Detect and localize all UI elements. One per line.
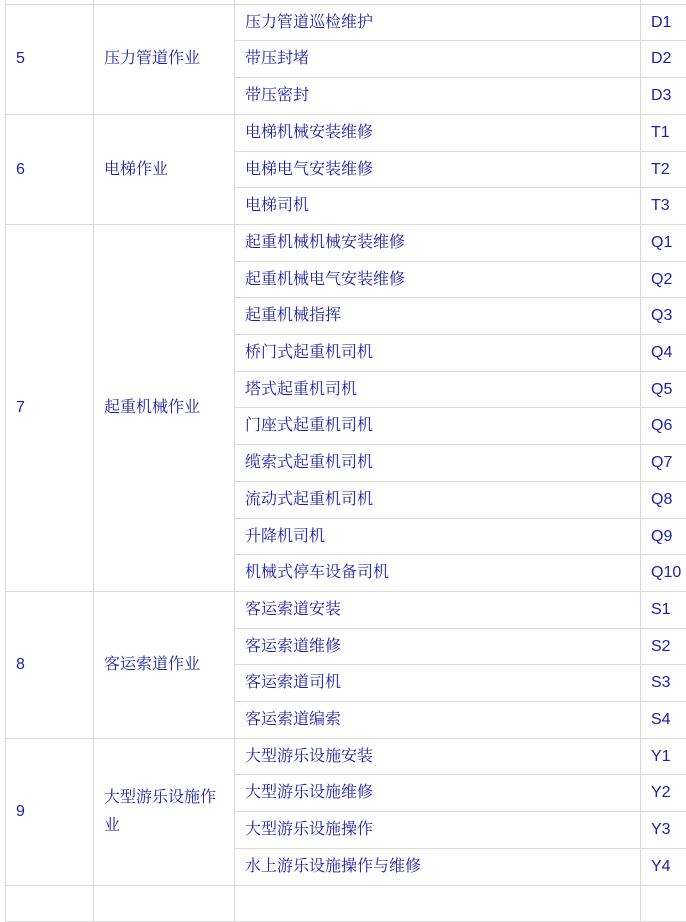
item-code-cell: D3: [641, 78, 686, 115]
item-name-cell: 大型游乐设施安装: [235, 738, 641, 775]
item-name-cell: 桥门式起重机司机: [235, 335, 641, 372]
item-name-cell: 客运索道维修: [235, 628, 641, 665]
special-equipment-operations-table: [5, 0, 686, 922]
item-code-cell: Y4: [641, 848, 686, 885]
item-code-cell: D1: [641, 4, 686, 41]
item-name-cell: 压力管道巡检维护: [235, 4, 641, 41]
item-code-cell: S1: [641, 591, 686, 628]
item-code-cell: S3: [641, 665, 686, 702]
section-category-cell: 起重机械作业: [94, 224, 235, 591]
section-number-cell: 8: [6, 591, 94, 738]
item-code-cell: Q5: [641, 371, 686, 408]
item-code-cell: Y1: [641, 738, 686, 775]
section-number-cell: 7: [6, 224, 94, 591]
item-code-cell: Q2: [641, 261, 686, 298]
item-code-cell: Q9: [641, 518, 686, 555]
item-code-cell: Q4: [641, 335, 686, 372]
table-row: [6, 224, 686, 261]
clipped-row-bottom: [6, 885, 686, 922]
item-code-cell: Q3: [641, 298, 686, 335]
table-row: [6, 738, 686, 775]
item-name-cell: 客运索道编索: [235, 702, 641, 739]
section-category-cell: 压力管道作业: [94, 4, 235, 114]
table-row: [6, 4, 686, 41]
table-row: [6, 591, 686, 628]
item-name-cell: 电梯司机: [235, 188, 641, 225]
item-name-cell: 水上游乐设施操作与维修: [235, 848, 641, 885]
item-name-cell: 带压封堵: [235, 41, 641, 78]
item-code-cell: T1: [641, 114, 686, 151]
clipped-cell: [641, 885, 686, 922]
section-number-cell: 6: [6, 114, 94, 224]
item-name-cell: 缆索式起重机司机: [235, 445, 641, 482]
item-name-cell: 带压密封: [235, 78, 641, 115]
section-category-cell: 大型游乐设施作业: [94, 738, 235, 885]
section-category-cell: 客运索道作业: [94, 591, 235, 738]
item-code-cell: Q7: [641, 445, 686, 482]
item-name-cell: 电梯机械安装维修: [235, 114, 641, 151]
section-category-cell: 电梯作业: [94, 114, 235, 224]
item-code-cell: Y2: [641, 775, 686, 812]
item-code-cell: Q8: [641, 481, 686, 518]
item-code-cell: Q10: [641, 555, 686, 592]
item-name-cell: 大型游乐设施操作: [235, 812, 641, 849]
item-name-cell: 流动式起重机司机: [235, 481, 641, 518]
item-name-cell: 机械式停车设备司机: [235, 555, 641, 592]
item-code-cell: S4: [641, 702, 686, 739]
certification-table-wrapper: [5, 0, 682, 922]
item-name-cell: 塔式起重机司机: [235, 371, 641, 408]
clipped-cell: [6, 885, 94, 922]
item-code-cell: T2: [641, 151, 686, 188]
item-code-cell: Q6: [641, 408, 686, 445]
clipped-cell: [94, 885, 235, 922]
item-name-cell: 客运索道司机: [235, 665, 641, 702]
table-body: [6, 0, 686, 922]
item-name-cell: 大型游乐设施维修: [235, 775, 641, 812]
item-code-cell: D2: [641, 41, 686, 78]
section-number-cell: 9: [6, 738, 94, 885]
section-number-cell: 5: [6, 4, 94, 114]
table-row: [6, 114, 686, 151]
item-name-cell: 客运索道安装: [235, 591, 641, 628]
item-name-cell: 起重机械指挥: [235, 298, 641, 335]
item-code-cell: T3: [641, 188, 686, 225]
item-code-cell: Q1: [641, 224, 686, 261]
clipped-cell: [235, 885, 641, 922]
item-name-cell: 起重机械机械安装维修: [235, 224, 641, 261]
item-code-cell: S2: [641, 628, 686, 665]
item-code-cell: Y3: [641, 812, 686, 849]
item-name-cell: 电梯电气安装维修: [235, 151, 641, 188]
item-name-cell: 升降机司机: [235, 518, 641, 555]
item-name-cell: 起重机械电气安装维修: [235, 261, 641, 298]
item-name-cell: 门座式起重机司机: [235, 408, 641, 445]
